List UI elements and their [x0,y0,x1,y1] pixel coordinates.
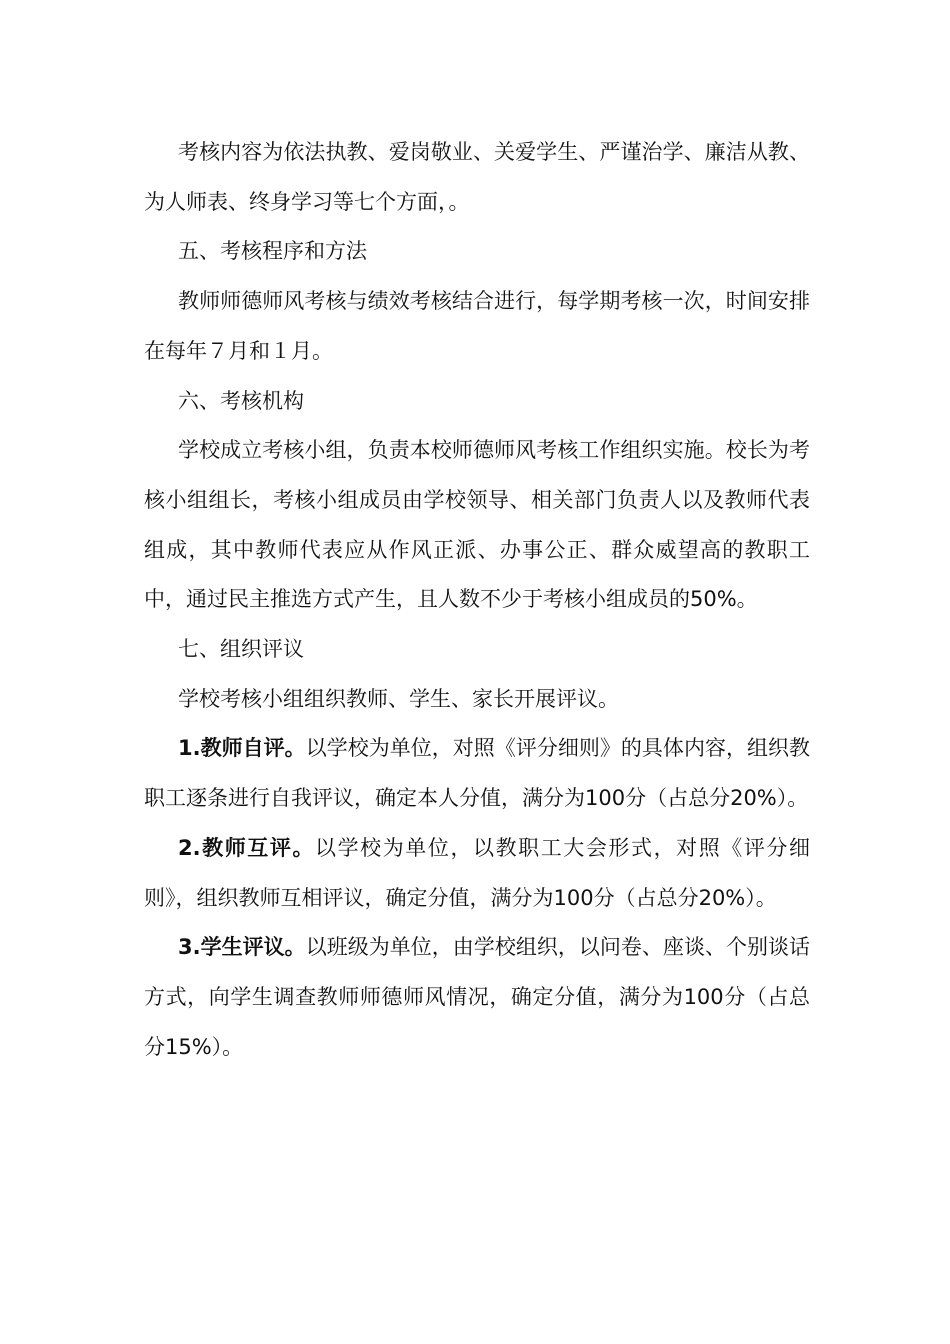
paragraph-content-scope [144,128,810,227]
paragraph-lead: 2.教师互评。 [178,835,316,860]
paragraph-peer-review [144,824,810,923]
paragraph-text: 学校成立考核小组，负责本校师德师风考核工作组织实施。校长为考核小组组长，考核小组成员由学校领导、相关部门负责人以及教师代表组成，其中教师代表应从作风正派、办事公正、群众威望高的教职工中，通过民主推选方式产生，且人数不少于考核小组成员的50%。 [144,438,810,612]
paragraph-lead: 1.教师自评。 [178,736,306,761]
paragraph-text: 考核内容为依法执教、爱岗敬业、关爱学生、严谨治学、廉洁从教、为人师表、终身学习等七个方面，。 [144,140,810,214]
paragraph-procedure [144,277,810,376]
paragraph-text: 以班级为单位，由学校组织，以问卷、座谈、个别谈话方式，向学生调查教师师德师风情况，确定分值，满分为100分（占总分15%）。 [144,935,811,1059]
paragraph-organization [144,426,810,625]
section-heading-review [144,625,810,675]
paragraph-review-intro [144,675,810,725]
paragraph-self-review [144,724,810,823]
paragraph-text: 以学校为单位，对照《评分细则》的具体内容，组织教职工逐条进行自我评议，确定本人分值，满分为100分（占总分20%）。 [144,736,811,811]
paragraph-text: 七、组织评议 [178,637,304,662]
paragraph-text: 六、考核机构 [178,388,304,413]
section-heading-organization [144,377,810,427]
paragraph-text: 教师师德师风考核与绩效考核结合进行，每学期考核一次，时间安排在每年７月和１月。 [144,289,810,363]
paragraph-text: 以学校为单位，以教职工大会形式，对照《评分细则》，组织教师互相评议，确定分值，满分为100分（占总分20%）。 [144,835,810,910]
document-body [144,128,810,1072]
paragraph-text: 五、考核程序和方法 [178,239,367,264]
section-heading-procedure [144,227,810,277]
paragraph-lead: 3.学生评议。 [178,935,306,960]
paragraph-text: 学校考核小组组织教师、学生、家长开展评议。 [178,686,619,711]
paragraph-student-review [144,923,810,1072]
